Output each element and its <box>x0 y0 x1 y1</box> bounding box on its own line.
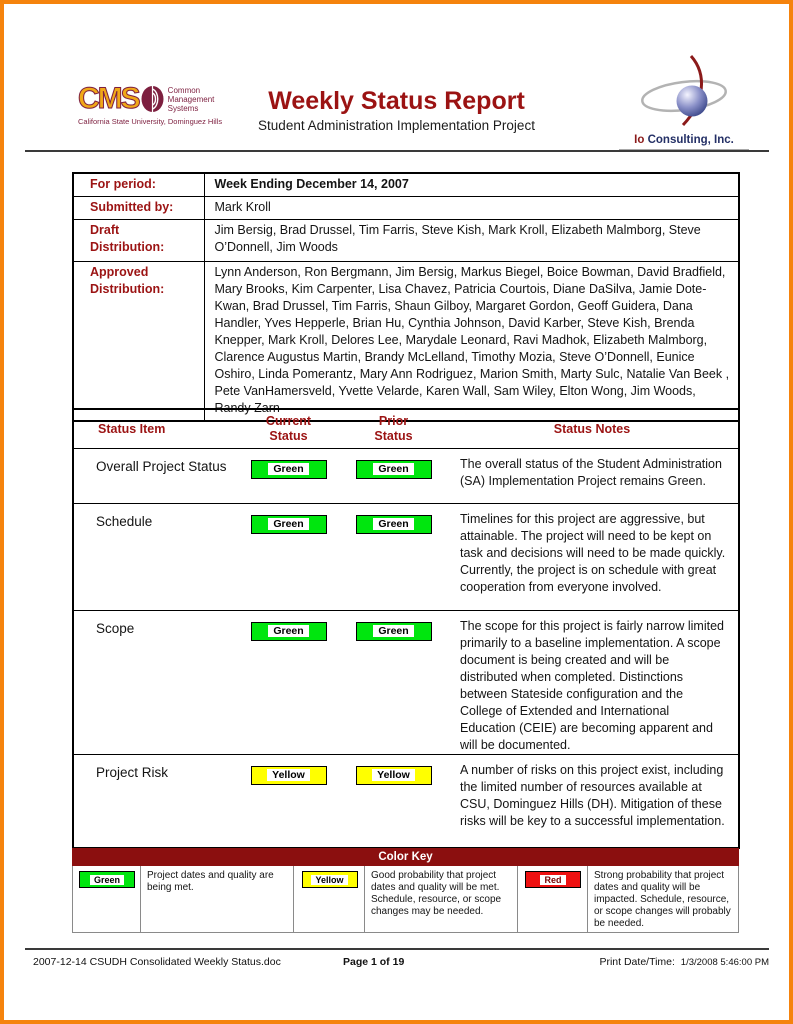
green-key-description: Project dates and quality are being met. <box>141 866 294 933</box>
table-row <box>73 611 739 755</box>
column-header-current-status: Current Status <box>236 409 341 449</box>
prior-status-badge: Green <box>356 460 432 479</box>
io-consulting-icon <box>632 54 736 128</box>
header-divider <box>25 150 769 152</box>
status-notes: A number of risks on this project exist, including the limited number of resources available at CSU, Dominguez Hills (DH). Mitigation of these risks will be key to a successful implementation. <box>446 755 739 848</box>
color-key-title: Color Key <box>73 849 739 866</box>
color-key-header-row <box>73 849 739 866</box>
footer <box>25 954 769 972</box>
page-subtitle: Student Administration Implementation Project <box>258 118 535 133</box>
current-status-badge: Yellow <box>251 766 327 785</box>
status-item: Overall Project Status <box>73 449 236 504</box>
footer-divider <box>25 948 769 950</box>
current-status-badge: Green <box>251 460 327 479</box>
cms-name-line: Systems <box>167 103 199 113</box>
footer-print-datetime: Print Date/Time: 1/3/2008 5:46:00 PM <box>599 956 769 968</box>
page-title: Weekly Status Report <box>268 87 525 115</box>
info-value: Jim Bersig, Brad Drussel, Tim Farris, Steve Kish, Mark Kroll, Elizabeth Malmborg, Steve O’Donnell, Jim Woods <box>204 220 739 262</box>
info-label: Draft Distribution: <box>73 220 204 262</box>
info-label: Submitted by: <box>73 197 204 220</box>
prior-status-badge: Green <box>356 515 432 534</box>
io-consulting-logo <box>619 54 749 152</box>
column-header-status-item: Status Item <box>73 409 236 449</box>
table-row <box>73 755 739 848</box>
table-row <box>73 197 739 220</box>
column-header-prior-status: Prior Status <box>341 409 446 449</box>
status-notes: Timelines for this project are aggressive, but attainable. The project will need to be kept on task and decisions will need to be made quickly. Currently, the project is on schedule with great cooperation from everyone involved. <box>446 504 739 611</box>
cms-name-line: Common <box>167 85 201 95</box>
prior-status-badge: Yellow <box>356 766 432 785</box>
current-status-badge: Green <box>251 622 327 641</box>
status-item: Project Risk <box>73 755 236 848</box>
info-value: Week Ending December 14, 2007 <box>204 173 739 197</box>
info-value: Mark Kroll <box>204 197 739 220</box>
yellow-key-badge: Yellow <box>302 871 358 888</box>
info-label: Approved Distribution: <box>73 262 204 422</box>
footer-filename: 2007-12-14 CSUDH Consolidated Weekly Status.doc <box>33 956 281 968</box>
green-key-badge: Green <box>79 871 135 888</box>
report-info-table <box>72 172 740 422</box>
table-row <box>73 449 739 504</box>
footer-page-number: Page 1 of 19 <box>343 956 405 968</box>
status-item: Schedule <box>73 504 236 611</box>
table-row <box>73 173 739 197</box>
column-header-status-notes: Status Notes <box>446 409 739 449</box>
info-value: Lynn Anderson, Ron Bergmann, Jim Bersig, Markus Biegel, Boice Bowman, David Bradfield, Mary Brooks, Kim Carpenter, Lisa Chavez, Patricia Courtois, Diane DaSilva, Jamie Dote-Kwan, Brad Drussel, Tim Farris, Shaun Gilboy, Margaret Gordon, Geoff Guidera, Dana Handler, Yves Hepperle, Brian Hu, Cynthia Johnson, David Karber, Steve Kish, Brenda Knepper, Mark Kroll, Delores Lee, Marydale Leonard, Ravi Madhok, Elizabeth Malmborg, Clarence Augustus Martin, Brandy McLelland, Timothy Mozia, Steve O’Donnell, Eunice Oshiro, Linda Pomerantz, Mary Ann Rodriguez, Marion Smith, Marty Sulc, Natalie Van Beek , Pete VanHamersveld, Yvette Velarde, Karen Wall, Sam Wiley, Elton Wong, Jim Woods, Randy Zarn <box>204 262 739 422</box>
io-consulting-label: Io Consulting, Inc. <box>634 134 734 146</box>
yellow-key-description: Good probability that project dates and quality will be met. Schedule, resource, or scope changes may be needed. <box>365 866 518 933</box>
status-table-header-row <box>73 409 739 449</box>
table-row <box>73 220 739 262</box>
prior-status-badge: Green <box>356 622 432 641</box>
status-item: Scope <box>73 611 236 755</box>
table-row <box>73 262 739 422</box>
red-key-description: Strong probability that project dates and quality will be impacted. Schedule, resource, or scope changes will probably be needed. <box>588 866 739 933</box>
info-label: For period: <box>73 173 204 197</box>
cms-logo-acronym: CMS <box>78 82 139 115</box>
status-notes: The overall status of the Student Administration (SA) Implementation Project remains Green. <box>446 449 739 504</box>
red-key-badge: Red <box>525 871 581 888</box>
status-table <box>72 408 740 849</box>
table-row <box>73 504 739 611</box>
color-key-row <box>73 866 739 933</box>
color-key-table <box>72 848 739 933</box>
current-status-badge: Green <box>251 515 327 534</box>
status-notes: The scope for this project is fairly narrow limited primarily to a baseline implementation. A scope document is being created and will be distributed when completed. Distinctions between Stateside configuration and the College of Extended and International Education (CEIE) are becoming apparent and will be documented. <box>446 611 739 755</box>
cms-name-line: Management <box>167 94 215 104</box>
cms-logo-caption: California State University, Dominguez Hills <box>78 117 223 126</box>
